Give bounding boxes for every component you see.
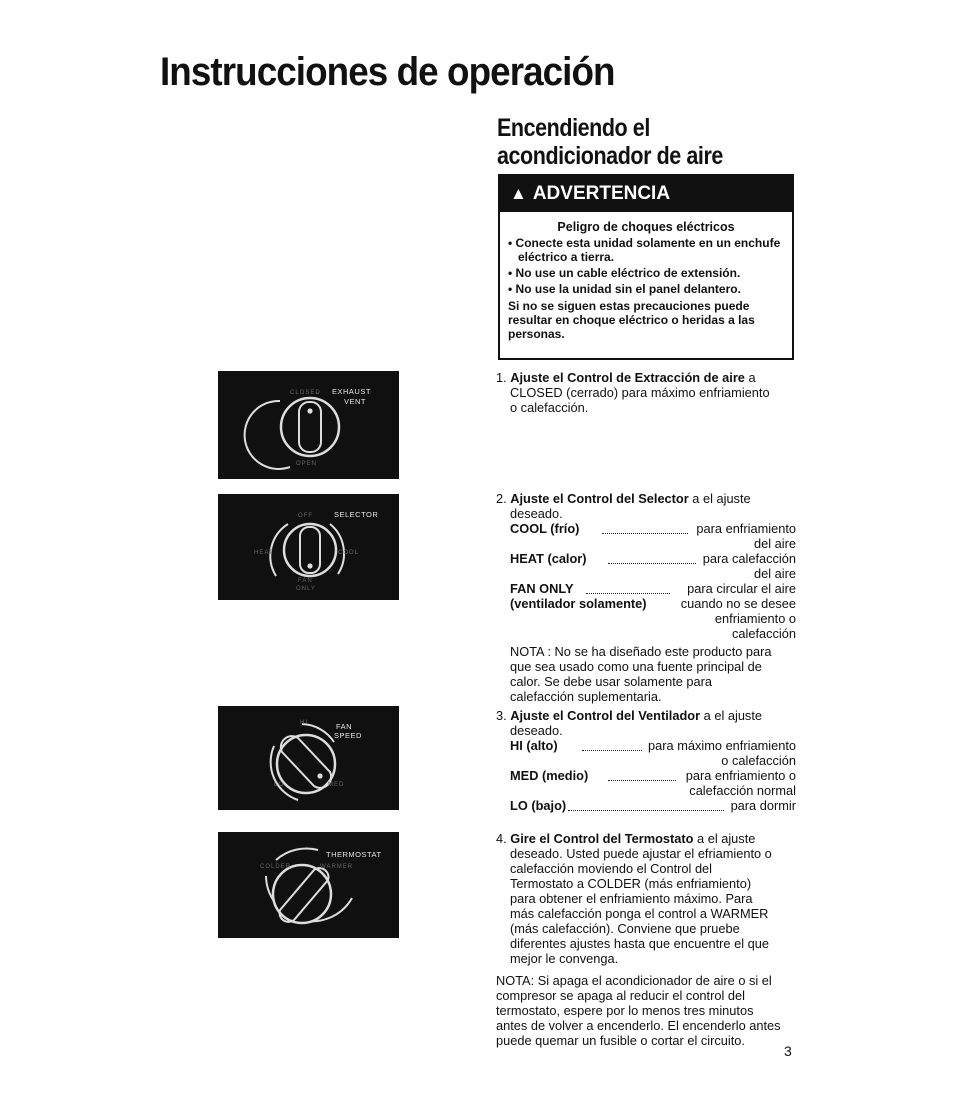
step-number: 1. xyxy=(496,370,507,385)
lo-label: LO xyxy=(274,782,285,788)
setting-key: COOL (frío) xyxy=(510,521,580,536)
step-text: CLOSED (cerrado) para máximo enfriamiento xyxy=(510,385,770,400)
step-text: diferentes ajustes hasta que encuentre el que xyxy=(510,936,769,951)
step-text: deseado. xyxy=(510,506,563,521)
thermostat-knob-icon xyxy=(218,832,399,938)
setting-row xyxy=(510,581,796,596)
warmer-label: WARMER xyxy=(320,864,354,870)
only-label: ONLY xyxy=(296,586,316,592)
warning-heading: ADVERTENCIA xyxy=(532,183,671,204)
note-line: calor. Se debe usar solamente para xyxy=(510,674,713,689)
step-text: para obtener el enfriamiento máximo. Para xyxy=(510,891,753,906)
step-text: a el ajuste xyxy=(693,831,756,846)
setting-cont: del aire xyxy=(754,536,796,551)
setting-key: (ventilador solamente) xyxy=(510,596,647,611)
note-line: calefacción suplementaria. xyxy=(510,689,662,704)
setting-value: para calefacción xyxy=(702,551,796,566)
open-label: OPEN xyxy=(296,461,318,467)
vent-label: VENT xyxy=(344,397,367,406)
thermostat-label: THERMOSTAT xyxy=(326,850,382,859)
off-label: OFF xyxy=(298,513,313,519)
step-label: Gire el Control del Termostato xyxy=(510,831,694,846)
selector-panel xyxy=(218,494,399,600)
thermostat-panel xyxy=(218,832,399,938)
warning-bullet: • No use la unidad sin el panel delantero. xyxy=(508,282,741,296)
setting-row xyxy=(510,738,796,753)
note-line: antes de volver a encenderlo. El encenderlo antes xyxy=(496,1018,781,1033)
setting-row xyxy=(510,798,796,813)
note-line: puede quemar un fusible o cortar el circuito. xyxy=(496,1033,745,1048)
step-text: a xyxy=(744,370,756,385)
note-line: NOTA: Si apaga el acondicionador de aire o si el xyxy=(496,973,772,988)
note-line: termostato, espere por lo menos tres minutos xyxy=(496,1003,754,1018)
warning-bullet: • Conecte esta unidad solamente en un enchufe eléctrico a tierra. xyxy=(508,236,781,264)
step-text: deseado. Usted puede ajustar el efriamiento o xyxy=(510,846,772,861)
step-text: calefacción moviendo el Control del xyxy=(510,861,713,876)
setting-row xyxy=(510,768,796,783)
setting-cont: o calefacción xyxy=(721,753,796,768)
step-3 xyxy=(496,708,796,813)
selector-label: SELECTOR xyxy=(334,510,379,519)
setting-cont: calefacción xyxy=(731,626,796,641)
med-label: MED xyxy=(328,782,345,788)
step-text: Termostato a COLDER (más enfriamiento) xyxy=(510,876,752,891)
step-number: 4. xyxy=(496,831,507,846)
speed-label: SPEED xyxy=(334,731,362,740)
warning-bullet: • No use un cable eléctrico de extensión. xyxy=(508,266,741,280)
note-line: que sea usado como una fuente principal de xyxy=(510,659,762,674)
fan-label: FAN xyxy=(298,578,313,584)
step-2 xyxy=(496,491,796,704)
step-text: a el ajuste xyxy=(700,708,763,723)
colder-label: COLDER xyxy=(260,864,292,870)
setting-row xyxy=(510,596,796,611)
warning-footer: Si no se siguen estas precauciones puede resultar en choque eléctrico o heridas a las personas. xyxy=(508,299,755,341)
page-number: 3 xyxy=(784,1043,792,1059)
fan-speed-panel xyxy=(218,706,399,810)
fan-knob-icon xyxy=(218,706,399,810)
step-text: a el ajuste xyxy=(688,491,751,506)
setting-value: para enfriamiento xyxy=(696,521,796,536)
setting-key: HI (alto) xyxy=(510,738,558,753)
step-text: más calefacción ponga el control a WARMER xyxy=(510,906,769,921)
step-text: (más calefacción). Conviene que pruebe xyxy=(510,921,740,936)
step-text: o calefacción. xyxy=(510,400,589,415)
setting-value: para circular el aire xyxy=(687,581,796,596)
exhaust-label: EXHAUST xyxy=(332,387,371,396)
setting-cont: enfriamiento o xyxy=(714,611,796,626)
setting-value: para dormir xyxy=(730,798,796,813)
warning-subheading: Peligro de choques eléctricos xyxy=(557,220,735,234)
step-text: deseado. xyxy=(510,723,563,738)
setting-row xyxy=(510,521,796,536)
page-title: Instrucciones de operación xyxy=(160,50,615,94)
setting-value: cuando no se desee xyxy=(680,596,796,611)
setting-cont: del aire xyxy=(754,566,796,581)
step-number: 3. xyxy=(496,708,507,723)
heat-label: HEAT xyxy=(254,550,274,556)
cool-label: COOL xyxy=(338,550,360,556)
setting-row xyxy=(510,551,796,566)
warning-header xyxy=(500,176,792,212)
fan-label: FAN xyxy=(336,722,353,731)
setting-key: HEAT (calor) xyxy=(510,551,587,566)
setting-cont: calefacción normal xyxy=(689,783,796,798)
step-text: mejor le convenga. xyxy=(510,951,619,966)
setting-key: LO (bajo) xyxy=(510,798,567,813)
step-label: Ajuste el Control del Selector xyxy=(510,491,689,506)
hi-label: HI xyxy=(300,720,308,726)
setting-value: para enfriamiento o xyxy=(685,768,796,783)
setting-key: FAN ONLY xyxy=(510,581,574,596)
warning-triangle-icon: ▲ xyxy=(510,184,527,203)
warning-box xyxy=(498,174,794,360)
step-1 xyxy=(496,370,796,415)
final-note xyxy=(496,973,806,1048)
note-line: compresor se apaga al reducir el control del xyxy=(496,988,745,1003)
exhaust-vent-panel xyxy=(218,371,399,479)
closed-label: CLOSED xyxy=(290,390,321,396)
step-label: Ajuste el Control del Ventilador xyxy=(510,708,701,723)
step-4 xyxy=(496,831,796,966)
warning-body xyxy=(500,212,792,341)
note-line: NOTA : No se ha diseñado este producto para xyxy=(510,644,772,659)
setting-key: MED (medio) xyxy=(510,768,589,783)
step-label: Ajuste el Control de Extracción de aire xyxy=(510,370,745,385)
section-title: Encendiendo el acondicionador de aire xyxy=(497,114,723,170)
step-number: 2. xyxy=(496,491,507,506)
setting-value: para máximo enfriamiento xyxy=(648,738,796,753)
